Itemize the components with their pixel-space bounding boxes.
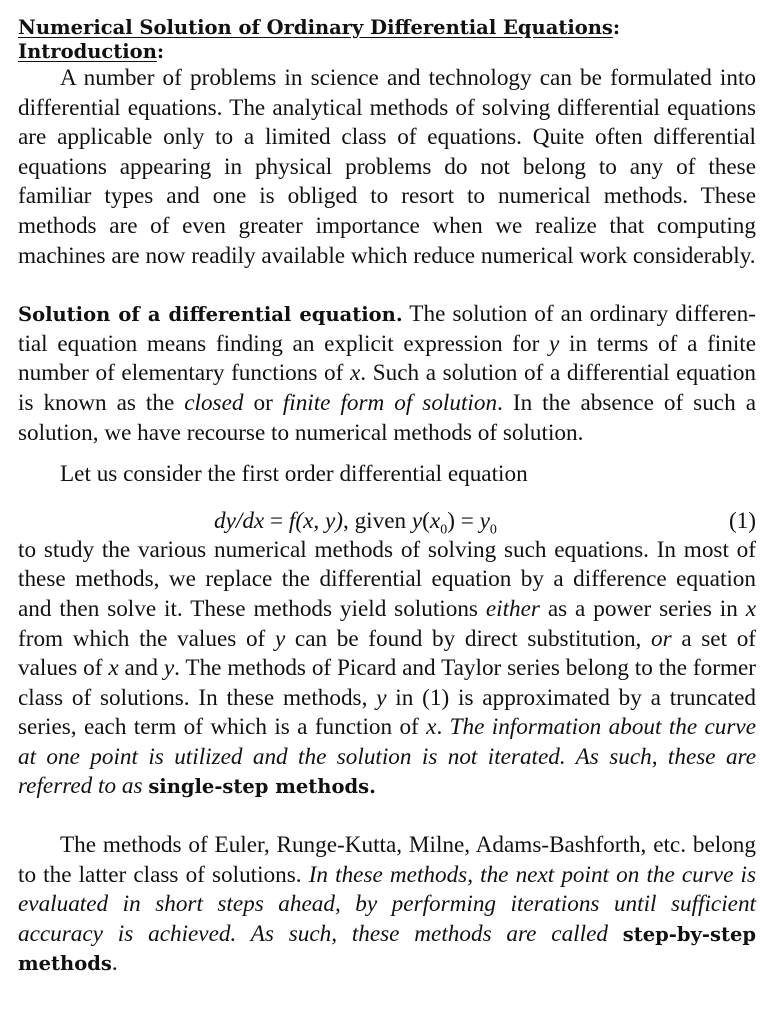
heading-colon: : — [612, 16, 621, 39]
solution-lead: Solution of a differential equation. — [18, 303, 403, 327]
equation-body — [214, 506, 497, 536]
solution-text: . In the absence of such a solution, we have recourse to numerical methods of solution. — [18, 389, 756, 446]
equation-function: f — [288, 507, 296, 534]
heading-colon: : — [156, 40, 165, 63]
subscript-zero: 0 — [489, 522, 497, 538]
equation-1 — [18, 506, 756, 536]
variable-y: y — [549, 330, 560, 357]
equation-y: y — [411, 507, 423, 534]
variable-y: y — [376, 684, 387, 711]
single-step-note: The information about the curve at one point is utilized and the solution is not iterated. As such, these are referred to as — [18, 714, 757, 800]
methods-text: to study the various numerical methods of solving such equations. In most of these methods, we replace the differential equation by a difference equation and then solve it. These methods yield solutions — [18, 536, 756, 622]
paren-open: ( — [422, 507, 430, 534]
heading-title: Numerical Solution of Ordinary Differential Equations — [18, 16, 613, 39]
heading-subtitle: Introduction — [18, 40, 157, 63]
solution-text: in terms of a finite number of elementary functions of — [18, 330, 757, 387]
document-page — [18, 16, 756, 979]
solution-text: . Such a solution of a differential equation is known as the — [18, 360, 757, 416]
consider-line: Let us consider the first order differential equation — [60, 461, 528, 488]
equation-number: (1) — [728, 507, 756, 534]
emphasis-or: or — [651, 625, 672, 652]
equals-sign: = — [454, 507, 480, 534]
solution-text: The solution of an ordinary differential equation means finding an explicit expression for — [18, 301, 756, 357]
equation-args: (x, y) — [295, 507, 343, 534]
variable-x: x — [108, 655, 119, 682]
methods-text: in (1) is approximated by a truncated series, each term of which is a function of — [18, 684, 756, 741]
step-by-step-note: In these methods, the next point on the curve is evaluated in short steps ahead, by performing iterations until sufficient accuracy is achieved. As such, these methods are called — [18, 861, 756, 947]
variable-y: y — [274, 625, 286, 652]
variable-x: x — [426, 714, 437, 741]
variable-x: x — [349, 360, 361, 387]
methods-text: as a power series in — [539, 595, 746, 622]
intro-paragraph: A number of problems in science and technology can be formulated into differential equations. The analytical methods of solving differential equations are applicable only to a limited class of equations. Quite often differential equations appearing in physical problems do not belong to any of these familiar types and one is obliged to resort to numerical methods. These methods are of even greater importance when we realize that computing machines are now readily available which reduce numerical work considerably. — [18, 65, 756, 269]
methods-text: a set of values of — [18, 625, 757, 682]
term-single-step: single-step methods. — [148, 775, 376, 799]
stepwise-text: The methods of Euler, Runge-Kutta, Milne, Adams-Bashforth, etc. belong to the latter class of solutions. — [18, 832, 756, 888]
equation-y: y — [479, 507, 490, 534]
solution-paragraph — [18, 300, 756, 448]
equation-given: , given — [342, 507, 412, 534]
methods-text: from which the values of — [18, 625, 275, 652]
variable-x: x — [745, 595, 756, 622]
equation-lhs: dy/dx — [214, 507, 265, 534]
methods-text: . — [436, 714, 450, 741]
methods-paragraph — [18, 536, 756, 802]
period: . — [111, 950, 118, 977]
equation-x: x — [429, 507, 441, 534]
document-heading — [18, 16, 756, 64]
emphasis-either: either — [485, 595, 540, 622]
stepwise-paragraph — [18, 831, 756, 979]
methods-text: and — [118, 655, 164, 682]
solution-text: or — [243, 389, 283, 416]
paren-close: ) — [447, 507, 455, 534]
subscript-zero: 0 — [440, 522, 448, 538]
equals-sign: = — [264, 507, 289, 534]
term-step-by-step: step-by-step methods — [18, 922, 756, 976]
methods-text: can be found by direct substitution, — [285, 625, 652, 652]
term-finite-form: finite form of solution — [282, 389, 498, 416]
methods-text: . The methods of Picard and Taylor series belong to the former class of solutions. In these methods, — [18, 655, 757, 711]
term-closed: closed — [184, 389, 244, 416]
variable-y: y — [163, 655, 175, 682]
